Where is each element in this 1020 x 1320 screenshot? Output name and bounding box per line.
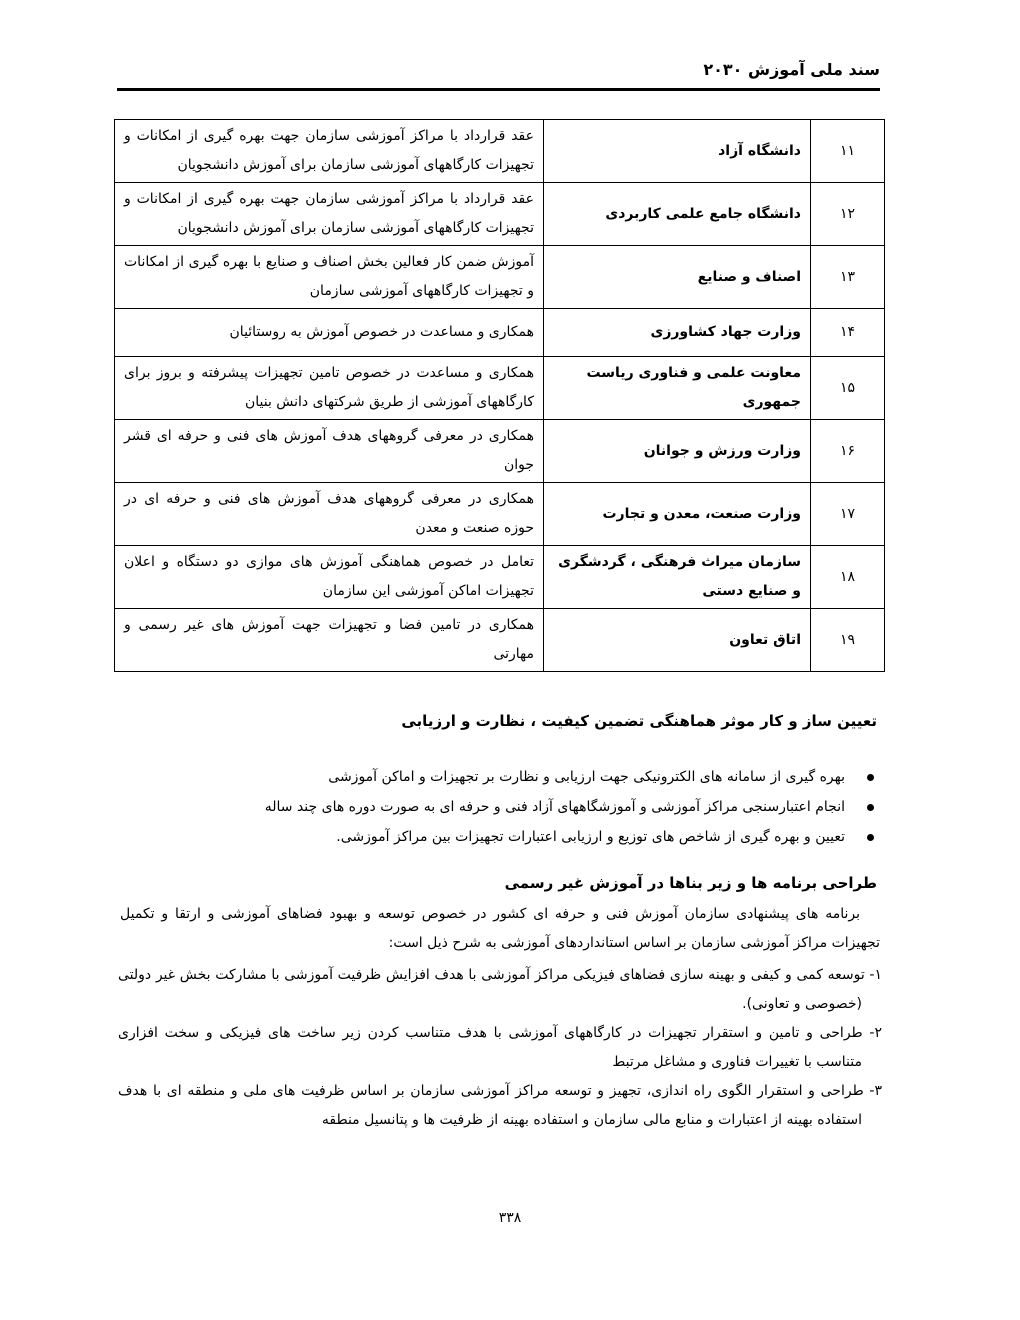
- bullet-icon: [867, 774, 874, 781]
- row-number: ۱۳: [811, 246, 885, 309]
- row-number: ۱۵: [811, 357, 885, 420]
- row-number: ۱۸: [811, 546, 885, 609]
- list-item: ۲- طراحی و تامین و استقرار تجهیزات در کارگاههای آموزشی با هدف متناسب کردن زیر ساخت های فیزیکی و سخت افزاری متناسب با تغییرات فناوری و مشاغل مرتبط: [118, 1025, 882, 1070]
- partners-table: [114, 119, 885, 672]
- organization-name: وزارت صنعت، معدن و تجارت: [544, 483, 811, 546]
- cooperation-description: آموزش ضمن کار فعالین بخش اصناف و صنایع با بهره گیری از امکانات و تجهیزات کارگاههای آموزشی سازمان: [115, 246, 544, 309]
- table-row: [115, 357, 885, 420]
- table-row: [115, 183, 885, 246]
- row-number: ۱۹: [811, 609, 885, 672]
- list-item-text: تعیین و بهره گیری از شاخص های توزیع و ارزیابی اعتبارات تجهیزات بین مراکز آموزشی.: [336, 829, 845, 845]
- organization-name: دانشگاه آزاد: [544, 120, 811, 183]
- row-number: ۱۱: [811, 120, 885, 183]
- document-title: سند ملی آموزش ۲۰۳۰: [703, 60, 880, 79]
- cooperation-description: همکاری و مساعدت در خصوص آموزش به روستائیان: [115, 309, 544, 357]
- row-number: ۱۷: [811, 483, 885, 546]
- list-item: [237, 762, 877, 792]
- intro-paragraph: برنامه های پیشنهادی سازمان آموزش فنی و حرفه ای کشور در خصوص توسعه و بهبود فضاهای آموزشی و ارتقا و تکمیل تجهیزات مراکز آموزشی سازمان بر اساس استانداردهای آموزشی به شرح ذیل است:: [120, 906, 880, 951]
- cooperation-description: تعامل در خصوص هماهنگی آموزش های موازی دو دستگاه و اعلان تجهیزات اماکن آموزشی این سازمان: [115, 546, 544, 609]
- list-item: [237, 792, 877, 822]
- cooperation-description: همکاری در تامین فضا و تجهیزات جهت آموزش های غیر رسمی و مهارتی: [115, 609, 544, 672]
- bullet-icon: [867, 834, 874, 841]
- bullet-icon: [867, 804, 874, 811]
- section-heading-nonformal-education: طراحی برنامه ها و زیر بناها در آموزش غیر رسمی: [504, 874, 877, 892]
- organization-name: دانشگاه جامع علمی کاربردی: [544, 183, 811, 246]
- organization-name: اتاق تعاون: [544, 609, 811, 672]
- page-number: ۳۳۸: [498, 1210, 522, 1226]
- table-row: [115, 120, 885, 183]
- list-item: ۳- طراحی و استقرار الگوی راه اندازی، تجهیز و توسعه مراکز آموزشی سازمان بر اساس ظرفیت های ملی و منطقه ای با هدف استفاده بهینه از اعتبارات و منابع مالی سازمان و استفاده بهینه از ظرفیت ها و پتانسیل منطقه: [118, 1083, 882, 1128]
- list-item: [237, 822, 877, 852]
- programs-numbered-list: [118, 961, 882, 1135]
- quality-bullet-list: [237, 762, 877, 852]
- table-row: [115, 483, 885, 546]
- table-row: [115, 420, 885, 483]
- cooperation-description: همکاری و مساعدت در خصوص تامین تجهیزات پیشرفته و بروز برای کارگاههای آموزشی از طریق شرکتهای دانش بنیان: [115, 357, 544, 420]
- list-item-text: بهره گیری از سامانه های الکترونیکی جهت ارزیابی و نظارت بر تجهیزات و اماکن آموزشی: [328, 769, 845, 785]
- organization-name: سازمان میراث فرهنگی ، گردشگری و صنایع دستی: [544, 546, 811, 609]
- header-divider: [117, 88, 880, 91]
- list-item-text: انجام اعتبارسنجی مراکز آموزشی و آموزشگاههای آزاد فنی و حرفه ای به صورت دوره های چند ساله: [264, 799, 845, 815]
- table-row: [115, 309, 885, 357]
- organization-name: وزارت ورزش و جوانان: [544, 420, 811, 483]
- cooperation-description: عقد قرارداد با مراکز آموزشی سازمان جهت بهره گیری از امکانات و تجهیزات کارگاههای آموزشی سازمان برای آموزش دانشجویان: [115, 120, 544, 183]
- organization-name: اصناف و صنایع: [544, 246, 811, 309]
- cooperation-description: همکاری در معرفی گروههای هدف آموزش های فنی و حرفه ای در حوزه صنعت و معدن: [115, 483, 544, 546]
- cooperation-description: عقد قرارداد با مراکز آموزشی سازمان جهت بهره گیری از امکانات و تجهیزات کارگاههای آموزشی سازمان برای آموزش دانشجویان: [115, 183, 544, 246]
- organization-name: معاونت علمی و فناوری ریاست جمهوری: [544, 357, 811, 420]
- row-number: ۱۲: [811, 183, 885, 246]
- organization-name: وزارت جهاد کشاورزی: [544, 309, 811, 357]
- cooperation-description: همکاری در معرفی گروههای هدف آموزش های فنی و حرفه ای قشر جوان: [115, 420, 544, 483]
- list-item: ۱- توسعه کمی و کیفی و بهینه سازی فضاهای فیزیکی مراکز آموزشی با هدف افزایش ظرفیت آموزشی با مشارکت بخش غیر دولتی (خصوصی و تعاونی).: [118, 967, 882, 1012]
- row-number: ۱۴: [811, 309, 885, 357]
- section-heading-quality-assurance: تعیین ساز و کار موثر هماهنگی تضمین کیفیت ، نظارت و ارزیابی: [401, 712, 877, 730]
- table-row: [115, 609, 885, 672]
- table-row: [115, 546, 885, 609]
- table-row: [115, 246, 885, 309]
- row-number: ۱۶: [811, 420, 885, 483]
